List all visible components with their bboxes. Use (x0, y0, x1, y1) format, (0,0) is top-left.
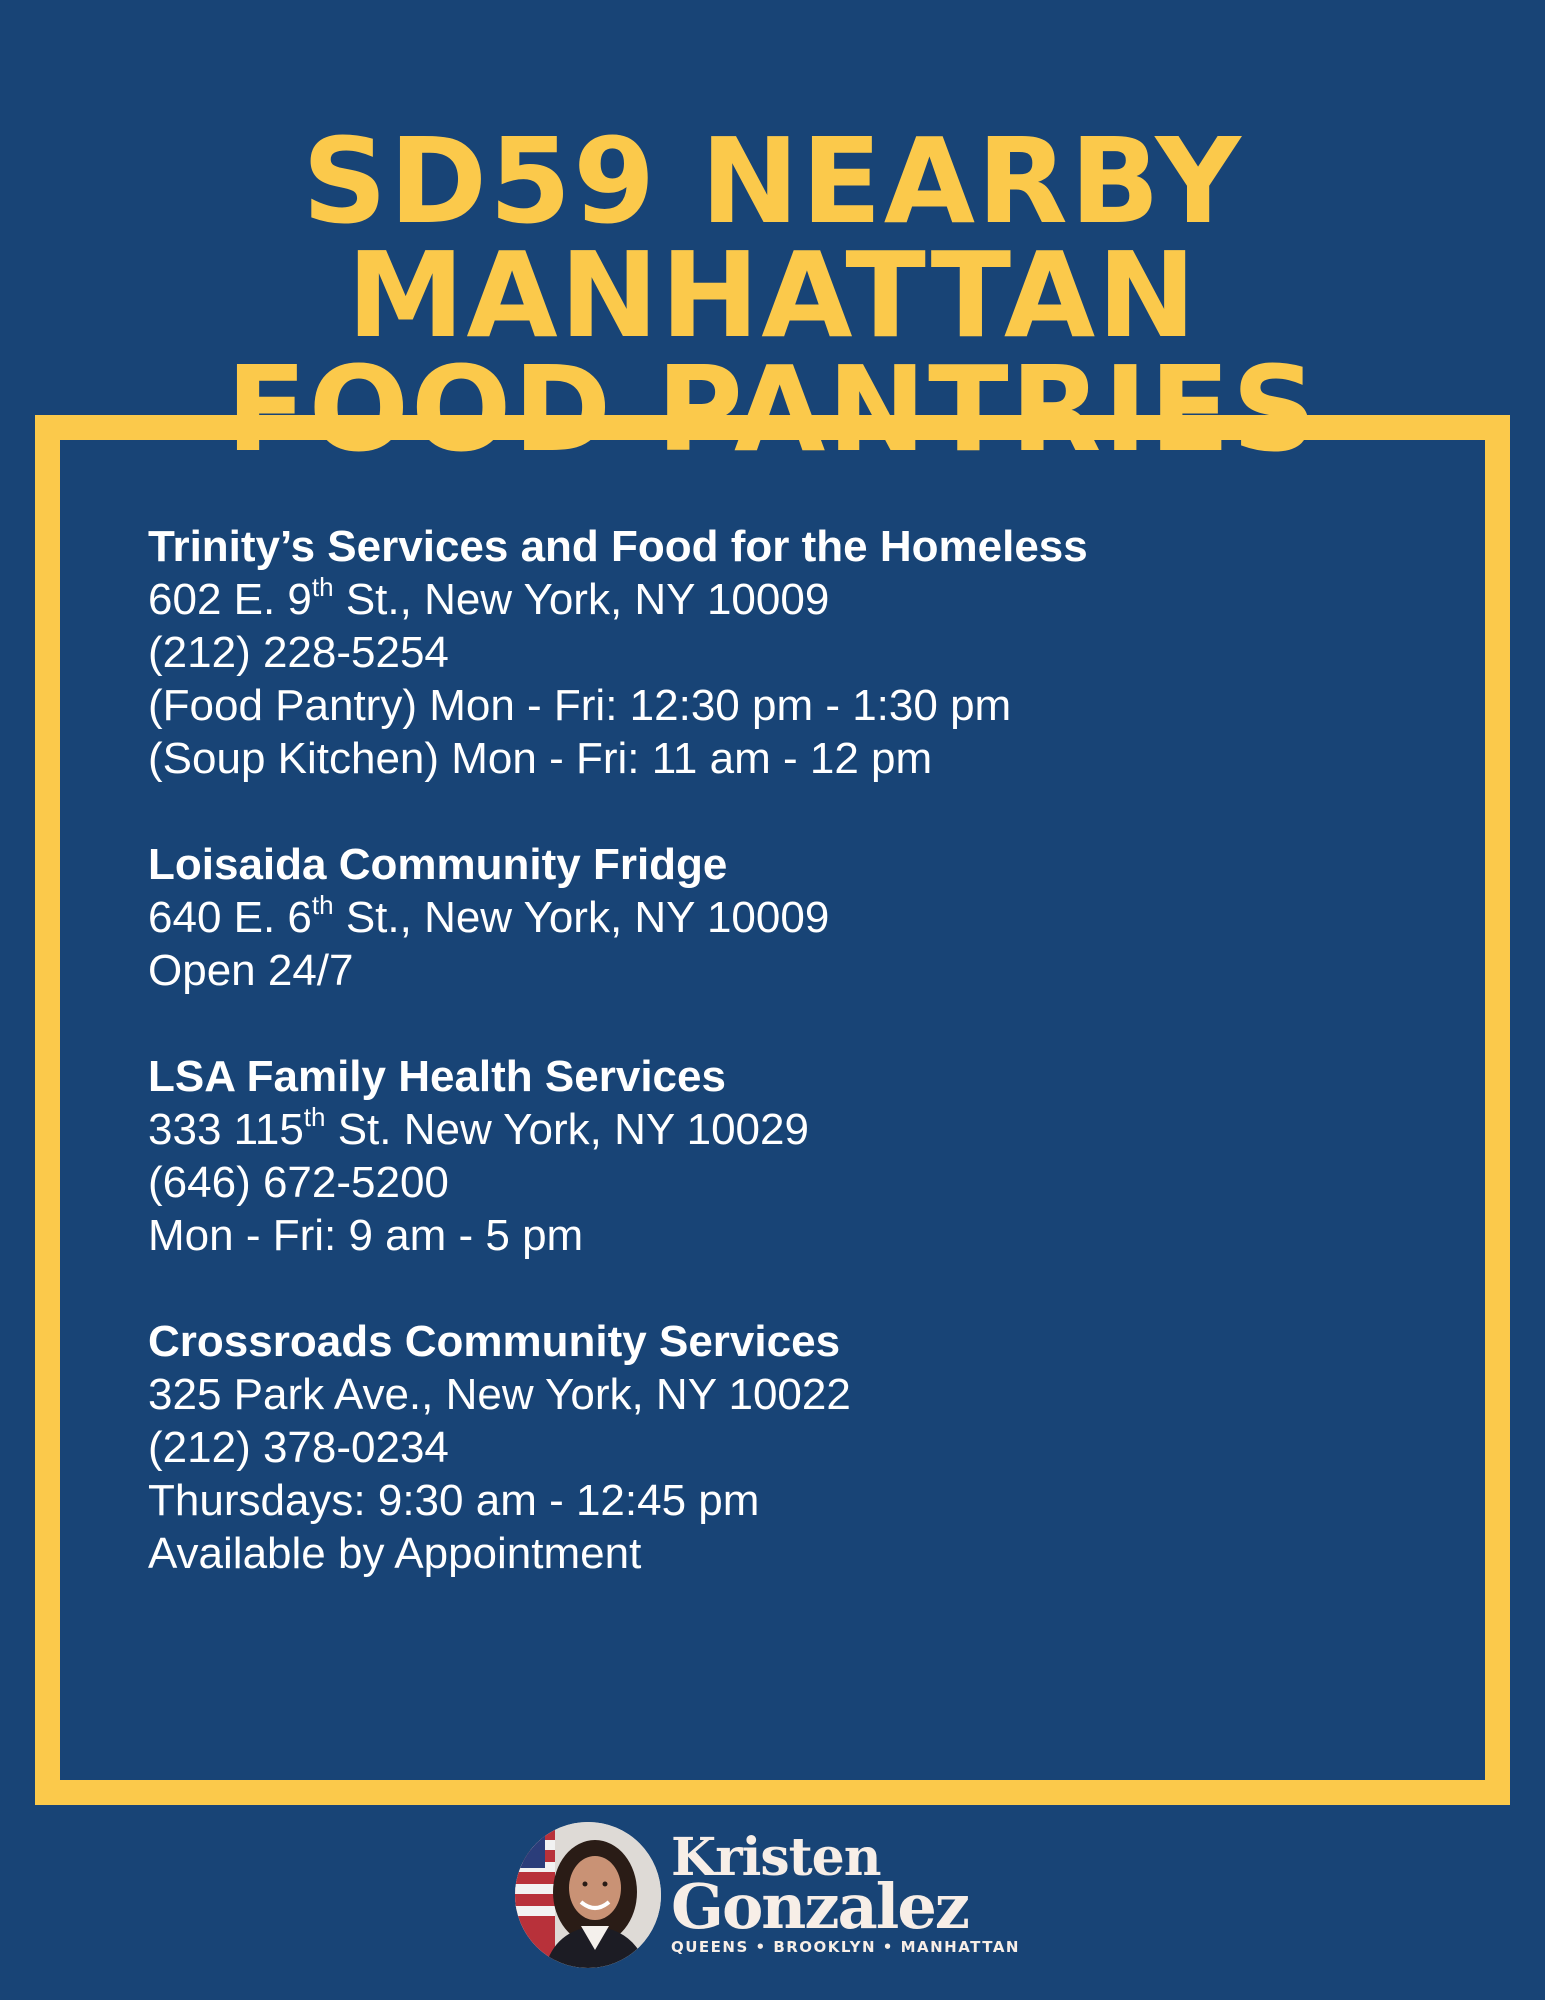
brand-last-name: Gonzalez (671, 1870, 968, 1943)
portrait-photo-icon (515, 1822, 661, 1968)
pantry-phone: (646) 672-5200 (148, 1158, 449, 1207)
pantry-name: Loisaida Community Fridge (148, 840, 728, 889)
brand-logo (671, 1827, 1031, 1956)
pantry-address: 640 E. 6th St., New York, NY 10009 (148, 890, 830, 942)
title-line-3: FOOD PANTRIES (226, 340, 1319, 479)
brand-tagline: QUEENS • BROOKLYN • MANHATTAN (671, 1938, 1020, 1956)
pantry-address: 333 115th St. New York, NY 10029 (148, 1102, 809, 1154)
pantry-phone: (212) 378-0234 (148, 1423, 449, 1472)
pantry-hours: (Soup Kitchen) Mon - Fri: 11 am - 12 pm (148, 734, 933, 783)
pantry-hours: Open 24/7 (148, 946, 354, 995)
pantry-address: 325 Park Ave., New York, NY 10022 (148, 1370, 851, 1419)
pantry-list (148, 520, 1445, 1633)
footer-branding (515, 1822, 1035, 1972)
pantry-name: LSA Family Health Services (148, 1052, 726, 1101)
pantry-hours: (Food Pantry) Mon - Fri: 12:30 pm - 1:30 pm (148, 681, 1012, 730)
pantry-list-panel (35, 415, 1510, 1805)
pantry-name: Crossroads Community Services (148, 1317, 841, 1366)
pantry-name: Trinity’s Services and Food for the Homeless (148, 522, 1088, 571)
pantry-hours: Thursdays: 9:30 am - 12:45 pm (148, 1476, 760, 1525)
pantry-entry-lsa (148, 1050, 1445, 1262)
pantry-address: 602 E. 9th St., New York, NY 10009 (148, 572, 830, 624)
pantry-entry-loisaida (148, 838, 1445, 997)
avatar (515, 1822, 661, 1968)
title-line-2: MANHATTAN (346, 226, 1199, 365)
brand-first-name: Kristen (671, 1827, 881, 1888)
title-line-1: SD59 NEARBY (302, 112, 1243, 251)
pantry-entry-trinity (148, 520, 1445, 785)
pantry-note: Available by Appointment (148, 1529, 642, 1578)
pantry-phone: (212) 228-5254 (148, 628, 449, 677)
pantry-hours: Mon - Fri: 9 am - 5 pm (148, 1211, 584, 1260)
pantry-entry-crossroads (148, 1315, 1445, 1580)
